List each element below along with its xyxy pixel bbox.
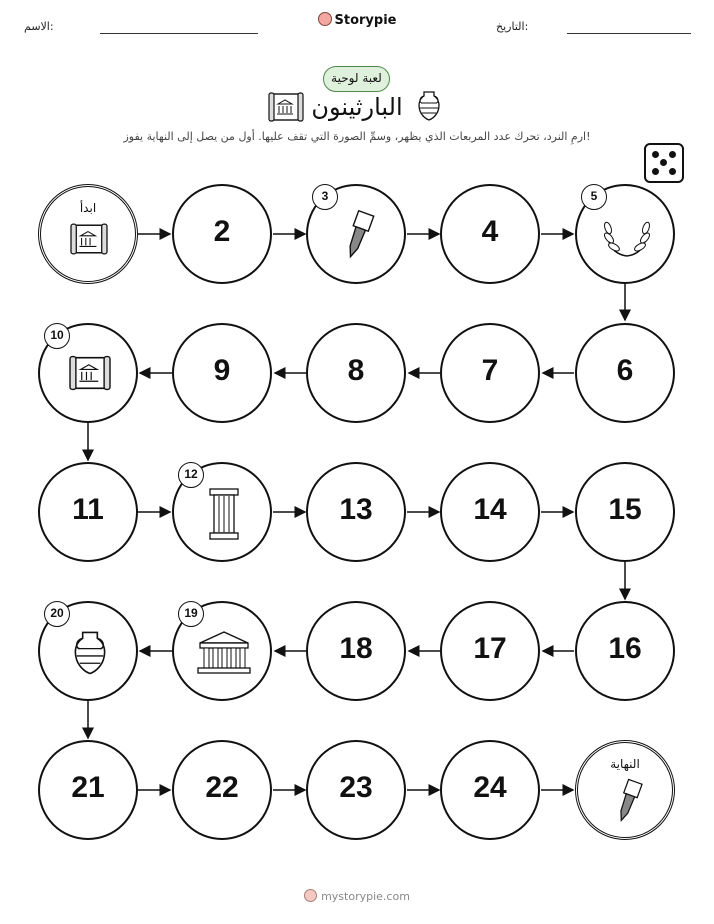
cell-number: 17 [473,632,507,665]
footer [0,889,714,903]
cell-number-badge: 12 [178,462,204,488]
board-cell[interactable] [38,740,138,840]
cell-number: 13 [339,493,373,526]
board-cell[interactable] [172,601,272,701]
board-cell[interactable] [440,601,540,701]
cell-number-badge: 19 [178,601,204,627]
footer-url[interactable]: mystorypie.com [321,890,410,903]
page-title: البارثينون [311,93,403,121]
parthenon-icon [196,629,252,677]
board-cell[interactable] [306,323,406,423]
finish-label: النهاية [610,757,640,771]
board-cell[interactable] [306,601,406,701]
cell-number: 23 [339,771,373,804]
board-cell[interactable] [172,323,272,423]
cell-number-badge: 10 [44,323,70,349]
board-cell[interactable] [38,462,138,562]
brand-logo-icon [304,889,317,902]
instructions: ارمِ النرد، تحرك عدد المربعات الذي يظهر، وسمِّ الصورة التي تقف عليها. أول من يصل إلى النهاية يفوز! [123,130,591,143]
chisel-icon [338,208,378,264]
board-cell[interactable] [440,323,540,423]
board-cell-finish[interactable] [575,740,675,840]
board-cell[interactable] [172,740,272,840]
cell-number: 6 [616,354,634,387]
cell-number-badge: 20 [44,601,70,627]
cell-number: 16 [608,632,642,665]
board-cell[interactable] [172,462,272,562]
board-cell[interactable] [440,462,540,562]
chisel-icon [610,777,646,827]
cell-number: 9 [213,354,231,387]
board-cell[interactable] [306,184,406,284]
cell-number: 21 [71,771,105,804]
scroll-blueprint-icon [69,221,109,257]
board-cell[interactable] [172,184,272,284]
cell-number: 11 [72,493,104,526]
board-cell[interactable] [440,740,540,840]
amphora-icon [68,625,112,681]
cell-number: 2 [213,215,231,248]
date-label: التاريخ: [496,20,529,33]
name-label: الاسم: [24,20,54,33]
cell-number: 14 [473,493,507,526]
board-cell[interactable] [440,184,540,284]
game-type-badge: لعبة لوحية [323,66,390,92]
cell-number: 4 [481,215,499,248]
board-cell[interactable] [575,601,675,701]
start-label: ابدأ [79,201,97,215]
column-icon [204,486,244,544]
board-cell[interactable] [38,601,138,701]
board-cell[interactable] [38,323,138,423]
board-cell[interactable] [575,323,675,423]
brand-name: Storypie [334,13,397,28]
cell-number-badge: 5 [581,184,607,210]
cell-number: 7 [481,354,499,387]
scroll-blueprint-icon [68,353,112,393]
cell-number: 18 [339,632,373,665]
board-cell[interactable] [575,184,675,284]
board-cell[interactable] [306,740,406,840]
cell-number: 24 [473,771,507,804]
board-cell[interactable] [575,462,675,562]
cell-number: 8 [347,354,365,387]
cell-number: 22 [205,771,239,804]
cell-number: 15 [608,493,642,526]
board-cell[interactable] [306,462,406,562]
cell-number-badge: 3 [312,184,338,210]
laurel-wreath-icon [599,210,655,262]
board-cell-start[interactable] [38,184,138,284]
